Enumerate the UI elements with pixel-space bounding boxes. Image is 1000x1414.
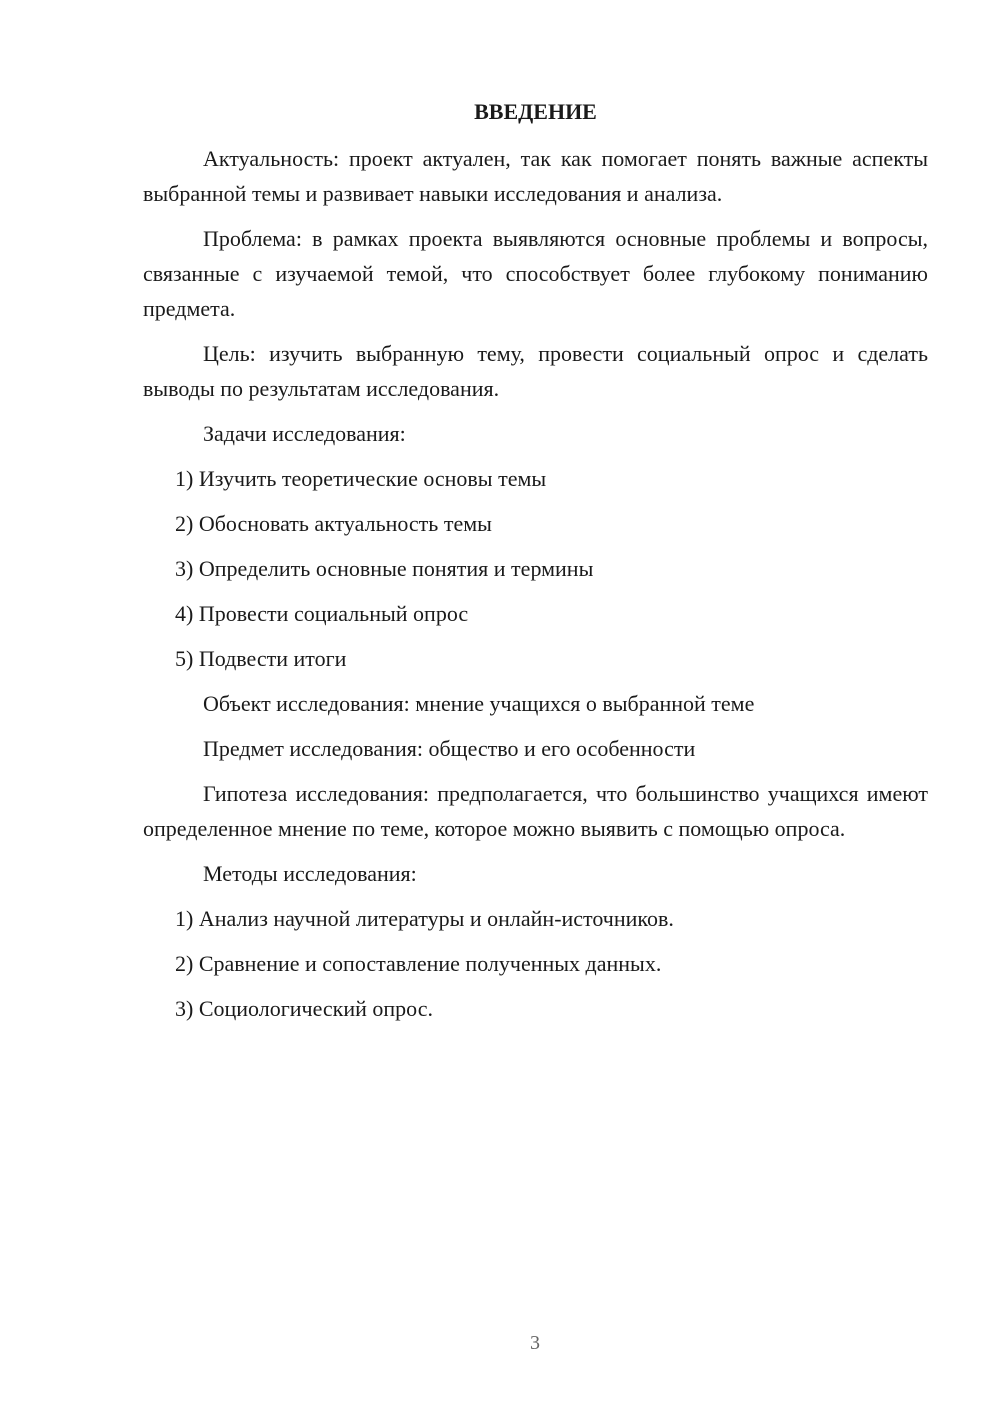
method-item: 1) Анализ научной литературы и онлайн-источников. bbox=[175, 906, 674, 931]
problem-paragraph: Проблема: в рамках проекта выявляются основные проблемы и вопросы, связанные с изучаемой темой, что способствует более глубокому пониманию предмета. bbox=[143, 226, 928, 321]
method-item: 2) Сравнение и сопоставление полученных данных. bbox=[175, 951, 662, 976]
relevance-paragraph: Актуальность: проект актуален, так как помогает понять важные аспекты выбранной темы и развивает навыки исследования и анализа. bbox=[143, 146, 928, 206]
task-item: 2) Обосновать актуальность темы bbox=[175, 511, 492, 536]
methods-heading: Методы исследования: bbox=[203, 861, 417, 886]
task-item: 4) Провести социальный опрос bbox=[175, 601, 469, 626]
task-item: 5) Подвести итоги bbox=[175, 646, 347, 671]
object-line: Объект исследования: мнение учащихся о выбранной теме bbox=[203, 691, 755, 716]
page-number: 3 bbox=[530, 1332, 540, 1354]
goal-paragraph: Цель: изучить выбранную тему, провести социальный опрос и сделать выводы по результатам исследования. bbox=[143, 341, 928, 401]
method-item: 3) Социологический опрос. bbox=[175, 996, 433, 1021]
tasks-heading: Задачи исследования: bbox=[203, 421, 406, 446]
hypothesis-paragraph: Гипотеза исследования: предполагается, что большинство учащихся имеют определенное мнение по теме, которое можно выявить с помощью опроса. bbox=[143, 781, 928, 841]
task-item: 3) Определить основные понятия и термины bbox=[175, 556, 594, 581]
page-content bbox=[143, 94, 928, 1036]
task-item: 1) Изучить теоретические основы темы bbox=[175, 466, 547, 491]
section-title: ВВЕДЕНИЕ bbox=[474, 99, 597, 124]
subject-line: Предмет исследования: общество и его особенности bbox=[203, 736, 696, 761]
